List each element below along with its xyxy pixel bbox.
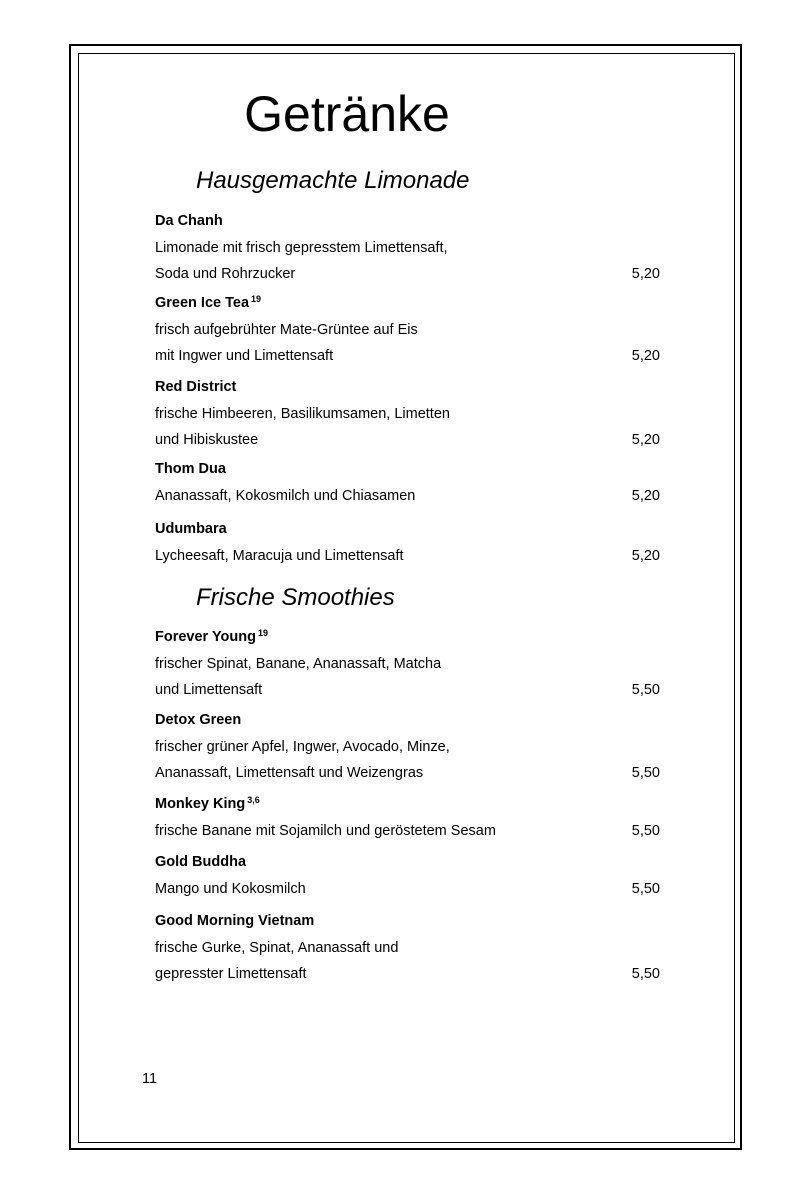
item-name: Monkey King $^{3,6}$	[155, 795, 260, 812]
allergen-note: 3,6	[247, 795, 260, 805]
item-name: Detox Green	[155, 712, 242, 728]
item-price: 5,20	[631, 488, 660, 504]
section-title-limonade: Hausgemachte Limonade	[196, 167, 470, 194]
menu-item-green-ice-tea	[155, 293, 660, 372]
section-title-smoothies: Frische Smoothies	[196, 584, 395, 611]
item-name: Good Morning Vietnam	[155, 913, 315, 929]
menu-item-detox-green	[155, 710, 660, 789]
item-description: Lycheesaft, Maracuja und Limettensaft 5,20	[155, 548, 660, 564]
item-price: 5,50	[631, 765, 660, 781]
item-description: Limonade mit frisch gepresstem Limettensaft,	[155, 240, 448, 256]
item-name: Green Ice Tea $^{19}$	[155, 294, 262, 311]
item-name: Gold Buddha	[155, 854, 247, 870]
item-description: frischer Spinat, Banane, Ananassaft, Matcha	[155, 656, 442, 672]
item-name: Thom Dua	[155, 461, 226, 477]
menu-item-thom-dua	[155, 459, 660, 512]
item-description: frische Himbeeren, Basilikumsamen, Limetten	[155, 406, 450, 422]
item-description: mit Ingwer und Limettensaft 5,20	[155, 348, 660, 364]
item-description: Ananassaft, Limettensaft und Weizengras 5,50	[155, 765, 660, 781]
item-description: gepresster Limettensaft 5,50	[155, 966, 660, 982]
allergen-note: 19	[257, 628, 268, 638]
item-price: 5,50	[631, 682, 660, 698]
page-number: 11	[142, 1071, 158, 1087]
item-price: 5,20	[631, 266, 660, 282]
item-price: 5,20	[631, 432, 660, 448]
menu-item-good-morning-vietnam	[155, 911, 660, 990]
item-name: Forever Young $^{19}$	[155, 628, 268, 645]
item-description: und Limettensaft 5,50	[155, 682, 660, 698]
item-price: 5,20	[631, 348, 660, 364]
page-title: Getränke	[244, 86, 450, 142]
menu-item-da-chanh	[155, 211, 660, 290]
allergen-note: 19	[251, 294, 262, 304]
item-price: 5,50	[631, 881, 660, 897]
item-description: und Hibiskustee 5,20	[155, 432, 660, 448]
item-name: Red District	[155, 379, 237, 395]
item-name: Da Chanh	[155, 213, 223, 229]
item-price: 5,50	[631, 823, 660, 839]
item-description: frische Banane mit Sojamilch und geröstetem Sesam 5,50	[155, 823, 660, 839]
item-price: 5,20	[631, 548, 660, 564]
menu-item-monkey-king	[155, 794, 660, 847]
item-name: Udumbara	[155, 521, 227, 537]
item-description: frische Gurke, Spinat, Ananassaft und	[155, 940, 399, 956]
item-description: Mango und Kokosmilch 5,50	[155, 881, 660, 897]
item-description: Ananassaft, Kokosmilch und Chiasamen 5,20	[155, 488, 660, 504]
item-description: frisch aufgebrühter Mate-Grüntee auf Eis	[155, 322, 418, 338]
item-description: Soda und Rohrzucker 5,20	[155, 266, 660, 282]
menu-item-gold-buddha	[155, 852, 660, 905]
item-price: 5,50	[631, 966, 660, 982]
item-description: frischer grüner Apfel, Ingwer, Avocado, Minze,	[155, 739, 450, 755]
menu-item-red-district	[155, 377, 660, 456]
menu-item-forever-young	[155, 627, 660, 706]
menu-item-udumbara	[155, 519, 660, 572]
